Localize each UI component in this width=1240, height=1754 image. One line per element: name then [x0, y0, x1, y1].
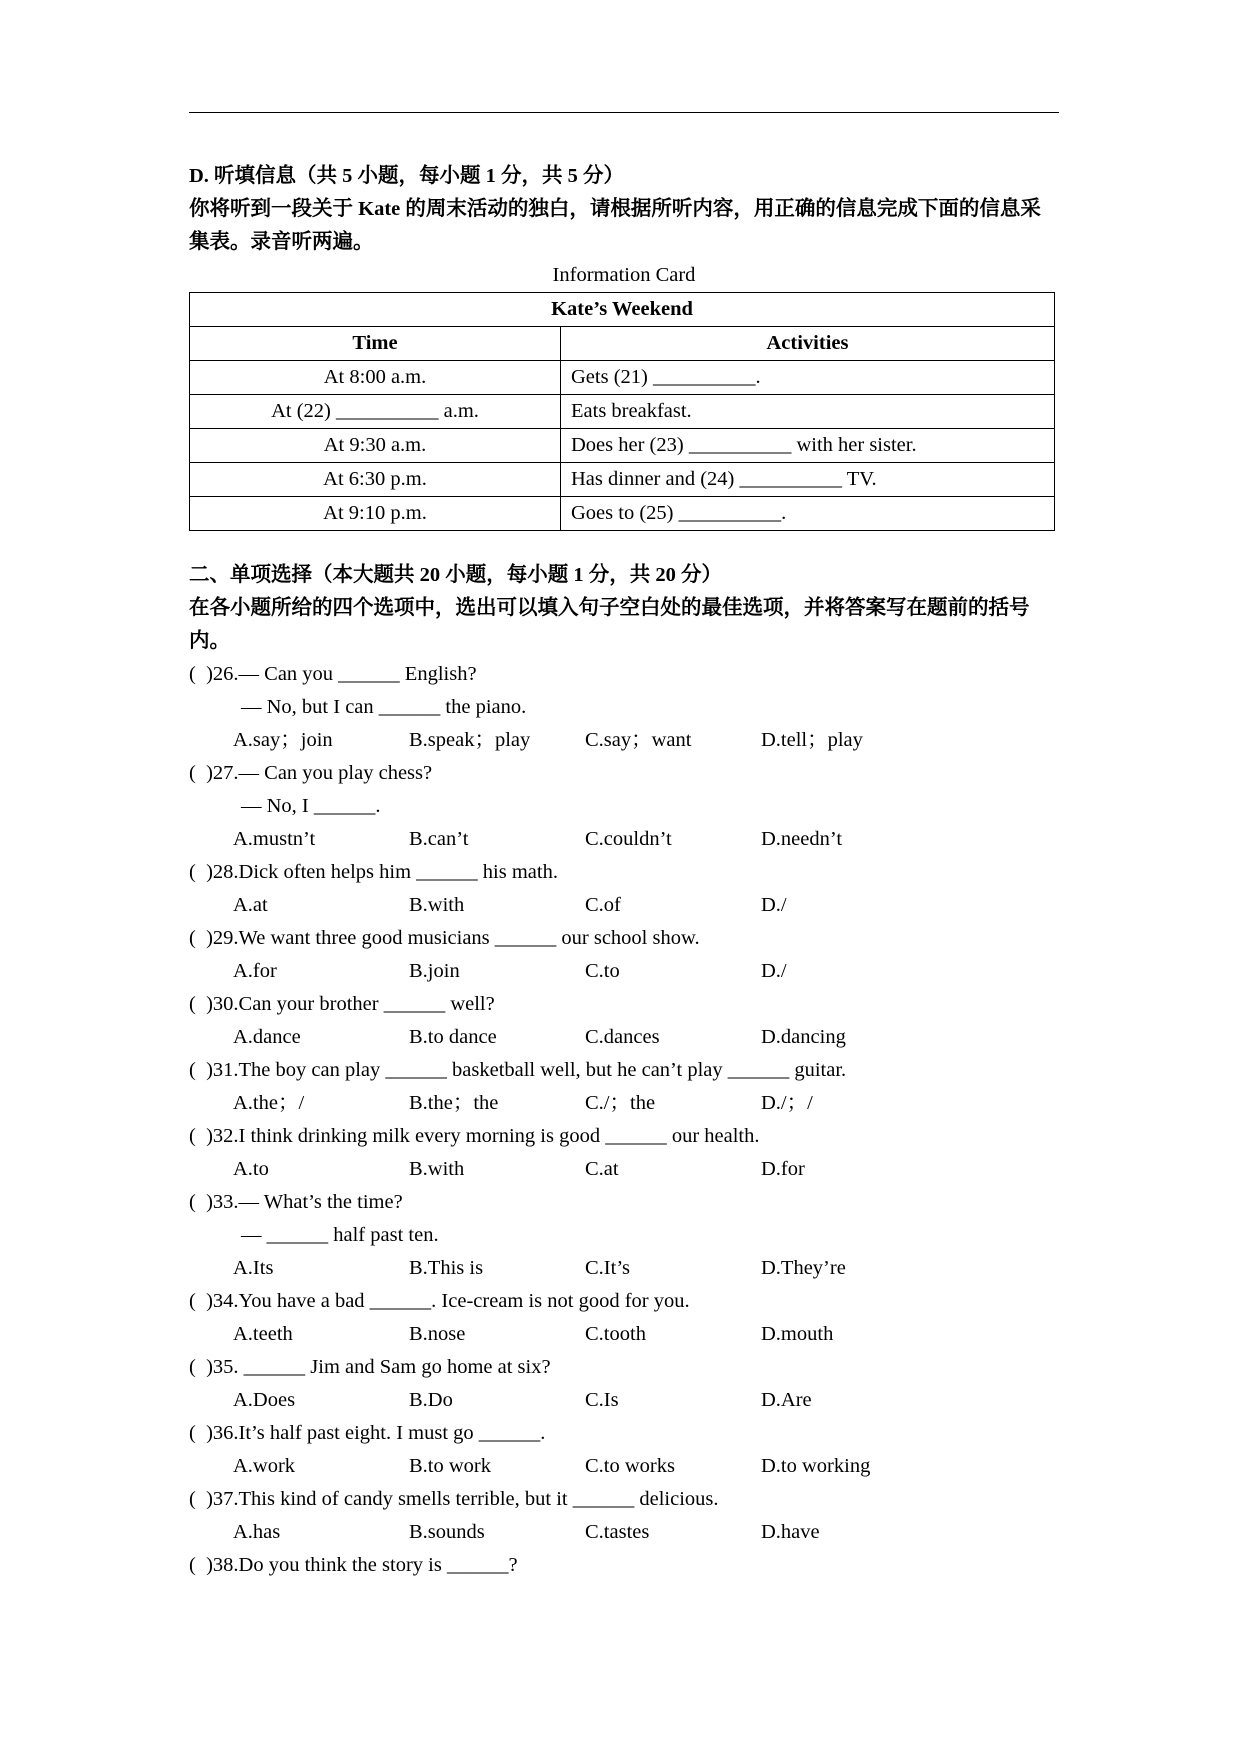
- column-header-time: Time: [190, 327, 561, 361]
- question-stem: ( )28.Dick often helps him ______ his math.: [189, 861, 558, 883]
- answer-options: [189, 1318, 1059, 1351]
- answer-option: A.work: [233, 1455, 296, 1477]
- answer-options: [189, 1252, 1059, 1285]
- activity-cell: Does her (23) __________ with her sister.: [561, 429, 1055, 463]
- question-stem: ( )31.The boy can play ______ basketball well, but he can’t play ______ guitar.: [189, 1059, 847, 1081]
- answer-option: A.say；join: [233, 729, 333, 751]
- answer-option: B.to work: [409, 1455, 491, 1477]
- time-cell: At 9:10 p.m.: [190, 497, 561, 531]
- answer-option: B.to dance: [409, 1026, 497, 1048]
- question-stem: ( )34.You have a bad ______. Ice-cream is not good for you.: [189, 1290, 690, 1312]
- answer-option: D.They’re: [761, 1257, 846, 1279]
- question-stem: ( )33.— What’s the time?: [189, 1191, 403, 1213]
- question-item: [189, 1351, 1059, 1417]
- time-cell: At 8:00 a.m.: [190, 361, 561, 395]
- answer-option: D.needn’t: [761, 828, 843, 850]
- section-2-instruction: 在各小题所给的四个选项中，选出可以填入句子空白处的最佳选项，并将答案写在题前的括号内。: [189, 597, 1030, 652]
- section-d-heading: D. 听填信息（共 5 小题，每小题 1 分，共 5 分）: [189, 165, 625, 187]
- answer-option: A.to: [233, 1158, 269, 1180]
- question-stem: ( )26.— Can you ______ English?: [189, 663, 477, 685]
- column-header-activities: Activities: [561, 327, 1055, 361]
- answer-options: [189, 823, 1059, 856]
- activity-cell: Goes to (25) __________.: [561, 497, 1055, 531]
- question-stem: ( )27.— Can you play chess?: [189, 762, 433, 784]
- answer-option: C.of: [585, 894, 621, 916]
- answer-option: A.mustn’t: [233, 828, 316, 850]
- question-response-line: — No, but I can ______ the piano.: [241, 696, 527, 718]
- answer-option: A.for: [233, 960, 277, 982]
- answer-option: B.nose: [409, 1323, 466, 1345]
- question-item: [189, 1417, 1059, 1483]
- answer-option: A.at: [233, 894, 268, 916]
- answer-option: D.Are: [761, 1389, 812, 1411]
- question-stem: ( )29.We want three good musicians ______ our school show.: [189, 927, 700, 949]
- answer-option: D.tell；play: [761, 729, 863, 751]
- table-row: [190, 497, 1055, 531]
- question-item: [189, 1483, 1059, 1549]
- question-stem: ( )38.Do you think the story is ______?: [189, 1554, 518, 1576]
- answer-option: D.dancing: [761, 1026, 846, 1048]
- answer-option: C.It’s: [585, 1257, 630, 1279]
- header-rule: [189, 112, 1059, 113]
- time-cell: At (22) __________ a.m.: [190, 395, 561, 429]
- page-content: [189, 160, 1059, 1582]
- answer-option: B.join: [409, 960, 460, 982]
- question-stem: ( )32.I think drinking milk every morning is good ______ our health.: [189, 1125, 760, 1147]
- answer-option: C./；the: [585, 1092, 656, 1114]
- question-item: [189, 1120, 1059, 1186]
- answer-option: A.Does: [233, 1389, 296, 1411]
- answer-option: B.the；the: [409, 1092, 499, 1114]
- section-d-instruction: 你将听到一段关于 Kate 的周末活动的独白，请根据所听内容，用正确的信息完成下面的信息采集表。录音听两遍。: [189, 198, 1041, 253]
- answer-options: [189, 1021, 1059, 1054]
- answer-options: [189, 1516, 1059, 1549]
- answer-option: C.dances: [585, 1026, 660, 1048]
- information-card-table: [189, 292, 1055, 531]
- question-item: [189, 856, 1059, 922]
- answer-options: [189, 1087, 1059, 1120]
- question-item: [189, 757, 1059, 856]
- answer-option: B.can’t: [409, 828, 469, 850]
- question-item: [189, 1285, 1059, 1351]
- answer-option: C.at: [585, 1158, 619, 1180]
- question-stem: ( )30.Can your brother ______ well?: [189, 993, 495, 1015]
- answer-option: C.couldn’t: [585, 828, 672, 850]
- question-item: [189, 1054, 1059, 1120]
- table-row: [190, 463, 1055, 497]
- answer-option: C.say；want: [585, 729, 692, 751]
- table-row: [190, 429, 1055, 463]
- answer-option: C.to: [585, 960, 620, 982]
- time-cell: At 9:30 a.m.: [190, 429, 561, 463]
- answer-option: B.sounds: [409, 1521, 485, 1543]
- time-cell: At 6:30 p.m.: [190, 463, 561, 497]
- activity-cell: Gets (21) __________.: [561, 361, 1055, 395]
- answer-options: [189, 889, 1059, 922]
- answer-option: D.have: [761, 1521, 820, 1543]
- table-body: [190, 361, 1055, 531]
- answer-option: C.Is: [585, 1389, 619, 1411]
- answer-option: A.has: [233, 1521, 281, 1543]
- section-2-heading: 二、单项选择（本大题共 20 小题，每小题 1 分，共 20 分）: [189, 564, 722, 586]
- answer-option: A.teeth: [233, 1323, 293, 1345]
- answer-option: D./；/: [761, 1092, 813, 1114]
- answer-option: B.with: [409, 1158, 465, 1180]
- answer-option: A.the；/: [233, 1092, 305, 1114]
- question-item: [189, 1186, 1059, 1285]
- answer-option: D./: [761, 960, 787, 982]
- answer-option: C.to works: [585, 1455, 675, 1477]
- question-item: [189, 988, 1059, 1054]
- answer-options: [189, 1153, 1059, 1186]
- answer-option: B.This is: [409, 1257, 484, 1279]
- answer-option: B.with: [409, 894, 465, 916]
- answer-option: D.mouth: [761, 1323, 834, 1345]
- answer-option: D./: [761, 894, 787, 916]
- answer-options: [189, 955, 1059, 988]
- question-response-line: — No, I ______.: [241, 795, 381, 817]
- information-card-title: Information Card: [552, 264, 696, 286]
- answer-option: A.Its: [233, 1257, 274, 1279]
- question-stem: ( )36.It’s half past eight. I must go ______.: [189, 1422, 546, 1444]
- question-list: [189, 658, 1059, 1582]
- table-title: Kate’s Weekend: [190, 293, 1055, 327]
- activity-cell: Has dinner and (24) __________ TV.: [561, 463, 1055, 497]
- question-item: [189, 658, 1059, 757]
- answer-option: B.Do: [409, 1389, 453, 1411]
- answer-option: C.tastes: [585, 1521, 650, 1543]
- answer-option: D.for: [761, 1158, 805, 1180]
- table-row: [190, 395, 1055, 429]
- question-item: [189, 1549, 1059, 1582]
- answer-option: D.to working: [761, 1455, 871, 1477]
- question-response-line: — ______ half past ten.: [241, 1224, 439, 1246]
- answer-option: C.tooth: [585, 1323, 646, 1345]
- table-row: [190, 361, 1055, 395]
- answer-options: [189, 1450, 1059, 1483]
- question-item: [189, 922, 1059, 988]
- answer-options: [189, 1384, 1059, 1417]
- answer-options: [189, 724, 1059, 757]
- question-stem: ( )37.This kind of candy smells terrible, but it ______ delicious.: [189, 1488, 719, 1510]
- activity-cell: Eats breakfast.: [561, 395, 1055, 429]
- answer-option: A.dance: [233, 1026, 301, 1048]
- answer-option: B.speak；play: [409, 729, 531, 751]
- question-stem: ( )35. ______ Jim and Sam go home at six?: [189, 1356, 551, 1378]
